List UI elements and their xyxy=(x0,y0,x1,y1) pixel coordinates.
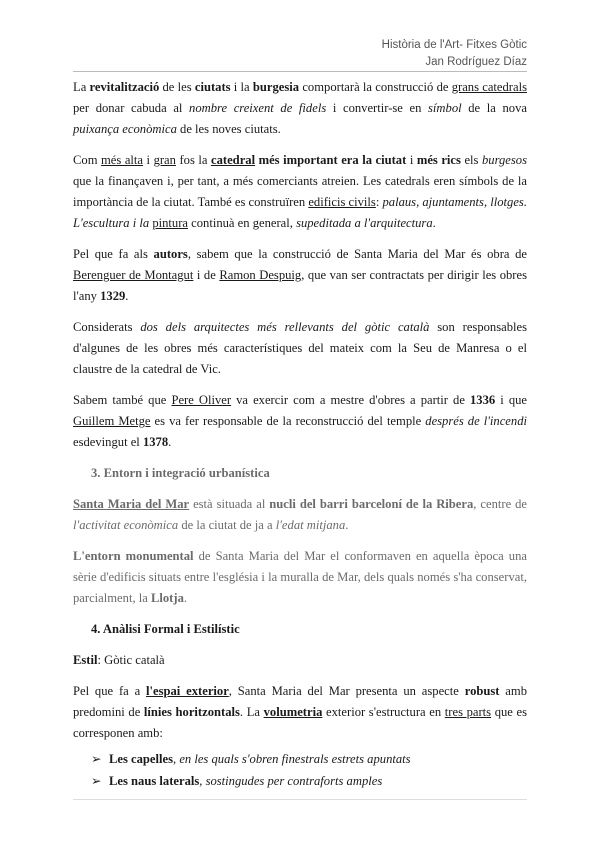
italic-term: supeditada a l'arquitectura xyxy=(296,216,433,230)
paragraph-master-builders xyxy=(73,390,527,453)
text: , Santa Maria del Mar presenta un aspecte xyxy=(228,684,465,698)
text: els xyxy=(460,153,482,167)
paragraph-architects xyxy=(73,317,527,380)
text: comportarà la construcció de xyxy=(299,80,452,94)
text: i de xyxy=(193,268,220,282)
bold-term: nucli del barri barceloní de la Ribera xyxy=(269,497,474,511)
header-author: Jan Rodríguez Díaz xyxy=(425,56,527,68)
text: de Santa Maria del Mar el conformaven en aquella època una sèrie d'edificis situats entre l'església i la muralla de Mar, dels quals només s'ha conservat, parcialment, la xyxy=(73,549,527,605)
italic-term: puixança econòmica xyxy=(73,122,177,136)
italic-term: l'activitat econòmica xyxy=(73,518,179,532)
bold-term: més rics xyxy=(416,153,461,167)
italic-term: burgesos xyxy=(481,153,527,167)
text: que la finançaven i, per tant, a més comerciants atreien. Les catedrals eren símbols de la importància de la ciutat. També es construïren xyxy=(73,174,527,209)
list-item xyxy=(91,770,527,792)
text: per donar cabuda al xyxy=(73,101,190,115)
bold-term: ciutats xyxy=(194,80,231,94)
arrow-bullet-icon: ➢ xyxy=(91,752,102,766)
arrow-bullet-icon: ➢ xyxy=(91,774,102,788)
bold-underlined-term: catedral xyxy=(211,153,256,167)
text: son responsables d'algunes de les obres més característiques del mateix com la Seu de Manresa o el claustre de la catedral de Vic. xyxy=(73,320,527,376)
bold-term: 1336 xyxy=(470,393,496,407)
text: i la xyxy=(230,80,253,94)
text: : xyxy=(375,195,383,209)
bold-underlined-term: l'espai exterior xyxy=(146,684,229,698)
text: , que van ser contractats per dirigir les obres l'any xyxy=(73,268,527,303)
text: Sabem també que xyxy=(73,393,172,407)
text: . xyxy=(125,289,129,303)
text: fos la xyxy=(175,153,212,167)
text: que es corresponen amb: xyxy=(73,705,528,740)
exterior-parts-list xyxy=(91,748,527,792)
bold-term: burgesia xyxy=(252,80,300,94)
text: es va fer responsable de la reconstrucció del temple xyxy=(150,414,426,428)
section-heading-3 xyxy=(91,463,527,484)
italic-term: palaus, ajuntaments, llotges. L'escultura i la xyxy=(73,195,527,230)
italic-term: l'edat mitjana xyxy=(275,518,346,532)
bold-term: 1378 xyxy=(142,435,169,449)
text: i convertir-se en xyxy=(326,101,429,115)
paragraph-exterior-space xyxy=(73,681,527,744)
paragraph-cathedral-importance xyxy=(73,150,527,234)
italic-term: dos dels arquitectes més rellevants del gòtic català xyxy=(140,320,430,334)
text: , sabem que la construcció de Santa Maria del Mar és obra de xyxy=(187,247,527,261)
text: . La xyxy=(239,705,264,719)
text: . xyxy=(432,216,436,230)
text: de la nova xyxy=(461,101,527,115)
text: continuà en general, xyxy=(188,216,297,230)
underlined-term: gran xyxy=(153,153,176,167)
bold-term: Llotja xyxy=(150,591,184,605)
paragraph-location xyxy=(73,494,527,536)
footer-divider xyxy=(73,799,527,800)
italic-term: nombre creixent de fidels xyxy=(189,101,327,115)
text: Considerats xyxy=(73,320,141,334)
section-heading-4 xyxy=(91,619,527,640)
text: amb predomini de xyxy=(73,684,527,719)
underlined-term: pintura xyxy=(152,216,188,230)
underlined-term: Pere Oliver xyxy=(171,393,232,407)
underlined-term: Berenguer de Montagut xyxy=(73,268,194,282)
underlined-term: grans catedrals xyxy=(451,80,527,94)
text: i xyxy=(406,153,417,167)
text: : Gòtic català xyxy=(97,653,165,667)
text: de les xyxy=(159,80,195,94)
text: va exercir com a mestre d'obres a partir de xyxy=(231,393,470,407)
text: . xyxy=(183,591,188,605)
text: Pel que fa a xyxy=(73,684,147,698)
bold-term: més important era la ciutat xyxy=(255,153,407,167)
text: està situada al xyxy=(189,497,270,511)
header-course-title: Història de l'Art- Fitxes Gòtic xyxy=(381,39,527,51)
text: i que xyxy=(495,393,528,407)
header-divider xyxy=(73,71,527,72)
italic-term: , en les quals s'obren finestrals estrets apuntats xyxy=(173,752,411,766)
paragraph-revitalization xyxy=(73,77,527,140)
underlined-term: Guillem Metge xyxy=(73,414,151,428)
text: esdevingut el xyxy=(73,435,143,449)
document-body xyxy=(73,77,527,792)
paragraph-style xyxy=(73,650,527,671)
bold-underlined-term: volumetria xyxy=(263,705,323,719)
section-title: 3. Entorn i integració urbanística xyxy=(91,466,270,480)
underlined-term: edificis civils xyxy=(308,195,376,209)
text: . xyxy=(168,435,172,449)
bold-underlined-term: Santa Maria del Mar xyxy=(73,497,190,511)
underlined-term: més alta xyxy=(101,153,144,167)
text: Pel que fa als xyxy=(73,247,154,261)
bold-term: Les capelles xyxy=(109,752,174,766)
page-header xyxy=(382,37,527,71)
text: i xyxy=(143,153,154,167)
bold-term: línies horitzontals xyxy=(143,705,240,719)
bold-term: 1329 xyxy=(100,289,126,303)
paragraph-authors xyxy=(73,244,527,307)
text: . xyxy=(345,518,349,532)
bold-term: autors xyxy=(153,247,188,261)
bold-term: Estil xyxy=(73,653,98,667)
section-title: 4. Anàlisi Formal i Estilístic xyxy=(91,622,240,636)
text: , centre de xyxy=(473,497,528,511)
bold-term: revitalització xyxy=(89,80,160,94)
paragraph-monumental-surroundings xyxy=(73,546,527,609)
bold-term: L'entorn monumental xyxy=(73,549,194,563)
text: de la ciutat de ja a xyxy=(178,518,276,532)
text: Com xyxy=(73,153,102,167)
underlined-term: Ramon Despuig xyxy=(219,268,302,282)
list-item xyxy=(91,748,527,770)
italic-term: després de l'incendi xyxy=(425,414,527,428)
italic-term: símbol xyxy=(428,101,462,115)
italic-term: , sostingudes per contraforts amples xyxy=(199,774,383,788)
bold-term: Les naus laterals xyxy=(109,774,200,788)
bold-term: robust xyxy=(464,684,500,698)
underlined-term: tres parts xyxy=(444,705,492,719)
text: de les noves ciutats. xyxy=(176,122,281,136)
text: La xyxy=(73,80,90,94)
text: exterior s'estructura en xyxy=(322,705,445,719)
